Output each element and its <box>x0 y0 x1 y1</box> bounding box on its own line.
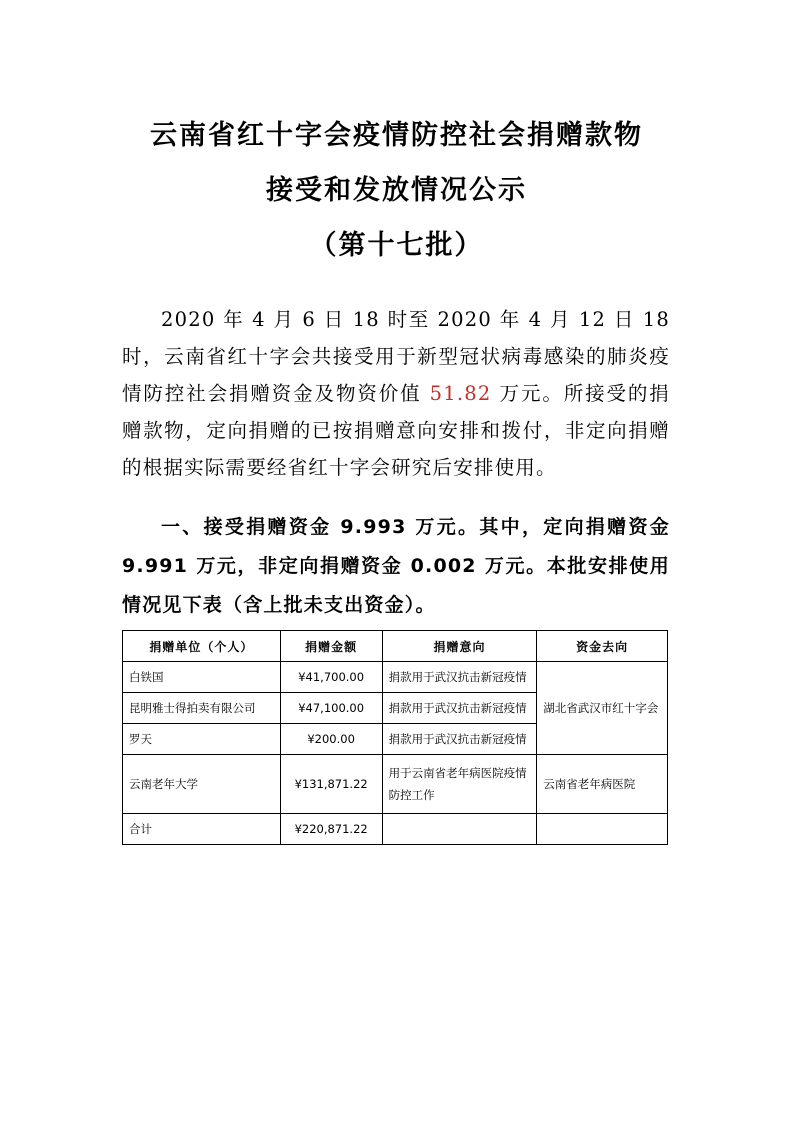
total-amount-cell: ¥220,871.22 <box>280 814 382 845</box>
intro-text-before: 2020 年 4 月 6 日 18 时至 2020 年 4 月 12 日 18 时，云南省红十字会共接受用于新型冠状病毒感染的肺炎疫情防控社会捐赠资金及物资价值 <box>122 308 670 405</box>
donation-table <box>122 630 668 845</box>
header-intent: 捐赠意向 <box>382 631 537 662</box>
donor-cell: 白铁国 <box>123 662 281 693</box>
donor-cell: 昆明雅士得拍卖有限公司 <box>123 693 281 724</box>
destination-cell: 云南省老年病医院 <box>537 755 668 814</box>
intent-cell: 捐款用于武汉抗击新冠疫情 <box>382 662 537 693</box>
header-destination: 资金去向 <box>537 631 668 662</box>
amount-cell: ¥200.00 <box>280 724 382 755</box>
amount-cell: ¥131,871.22 <box>280 755 382 814</box>
section-one-paragraph: 一、接受捐赠资金 9.993 万元。其中，定向捐赠资金 9.991 万元，非定向捐赠资金 0.002 万元。本批安排使用情况见下表（含上批未支出资金）。 <box>122 516 670 616</box>
table-row <box>123 662 668 693</box>
total-value-amount: 51.82 <box>429 382 492 405</box>
table-row <box>123 755 668 814</box>
document-title <box>0 108 793 273</box>
intent-cell: 捐款用于武汉抗击新冠疫情 <box>382 693 537 724</box>
intent-cell: 用于云南省老年病医院疫情防控工作 <box>382 755 537 814</box>
table-total-row <box>123 814 668 845</box>
total-label-cell: 合计 <box>123 814 281 845</box>
header-amount: 捐赠金额 <box>280 631 382 662</box>
amount-cell: ¥41,700.00 <box>280 662 382 693</box>
intro-text-after: 万元。所接受的捐赠款物，定向捐赠的已按捐赠意向安排和拨付，非定向捐赠的根据实际需要经省红十字会研究后安排使用。 <box>122 382 671 479</box>
amount-cell: ¥47,100.00 <box>280 693 382 724</box>
intent-cell: 捐款用于武汉抗击新冠疫情 <box>382 724 537 755</box>
destination-cell: 湖北省武汉市红十字会 <box>537 662 668 755</box>
title-line-3: （第十七批） <box>309 230 484 261</box>
donor-cell: 云南老年大学 <box>123 755 281 814</box>
title-line-2: 接受和发放情况公示 <box>266 175 527 206</box>
donor-cell: 罗天 <box>123 724 281 755</box>
intro-paragraph <box>122 301 670 486</box>
table-header-row <box>123 631 668 662</box>
title-line-1: 云南省红十字会疫情防控社会捐赠款物 <box>150 120 643 151</box>
header-donor: 捐赠单位（个人） <box>123 631 281 662</box>
empty-cell <box>537 814 668 845</box>
empty-cell <box>382 814 537 845</box>
